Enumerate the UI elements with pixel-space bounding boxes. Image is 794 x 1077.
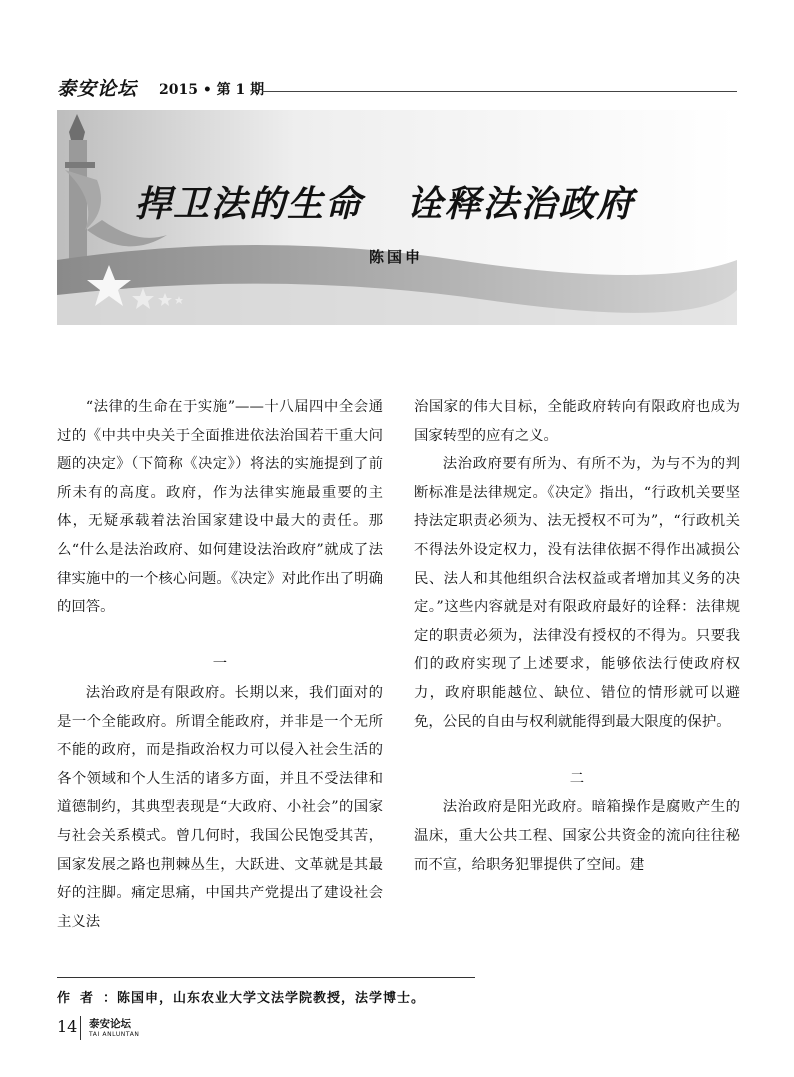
journal-name: 泰安论坛 [57,78,138,100]
section-number: 一 [212,656,228,673]
header-rule [262,91,737,92]
paragraph: 法治政府是阳光政府。暗箱操作是腐败产生的温床，重大公共工程、国家公共资金的流向往往秘而不宣，给职务犯罪提供了空间。建 [414,799,740,873]
footer-journal-name: 泰安论坛 [89,1018,131,1030]
right-column [414,393,740,879]
masthead [57,74,737,98]
author-byline: 陈国申 [369,248,424,266]
left-column [57,393,383,936]
issue-label: 2015 • 第 1 期 [159,82,265,98]
footnote-text: ：陈国申，山东农业大学文法学院教授，法学博士。 [103,991,426,1006]
footer-journal-pinyin: TAI ANLUNTAN [89,1031,140,1038]
footnote-label: 作者 [57,991,104,1006]
author-footnote [57,987,425,1006]
title-banner [57,110,737,325]
article-title: 捍卫法的生命 诠释法治政府 [135,184,635,225]
paragraph: “法律的生命在于实施”——十八届四中全会通过的《中共中央关于全面推进依法治国若干重大问题的决定》（下简称《决定》）将法的实施提到了前所未有的高度。政府，作为法律实施最重要的主体，无疑承载着法治国家建设中最大的责任。那么“什么是法治政府、如何建设法治政府”就成了法律实施中的一个核心问题。《决定》对此作出了明确的回答。 [57,399,383,616]
paragraph: 法治政府是有限政府。长期以来，我们面对的是一个全能政府。所谓全能政府，并非是一个无所不能的政府，而是指政治权力可以侵入社会生活的各个领域和个人生活的诸多方面，并且不受法律和道德制约，其典型表现是“大政府、小社会”的国家与社会关系模式。曾几何时，我国公民饱受其苦，国家发展之路也荆棘丛生，大跃进、文革就是其最好的注脚。痛定思痛，中国共产党提出了建设社会主义法 [57,684,383,930]
paragraph: 法治政府要有所为、有所不为，为与不为的判断标准是法律规定。《决定》指出，“行政机关要坚持法定职责必须为、法无授权不可为”，“行政机关不得法外设定权力，没有法律依据不得作出减损公民、法人和其他组织合法权益或者增加其义务的决定。”这些内容就是对有限政府最好的诠释：法律规定的职责必须为，法律没有授权的不得为。只要我们的政府实现了上述要求，能够依法行使政府权力，政府职能越位、缺位、错位的情形就可以避免，公民的自由与权利就能得到最大限度的保护。 [414,456,740,730]
paragraph-continued: 治国家的伟大目标，全能政府转向有限政府也成为国家转型的应有之义。 [414,399,740,444]
footnote-rule [57,977,475,978]
footer-divider [80,1016,81,1040]
section-number: 二 [569,770,585,787]
page-number: 14 [57,1017,78,1036]
